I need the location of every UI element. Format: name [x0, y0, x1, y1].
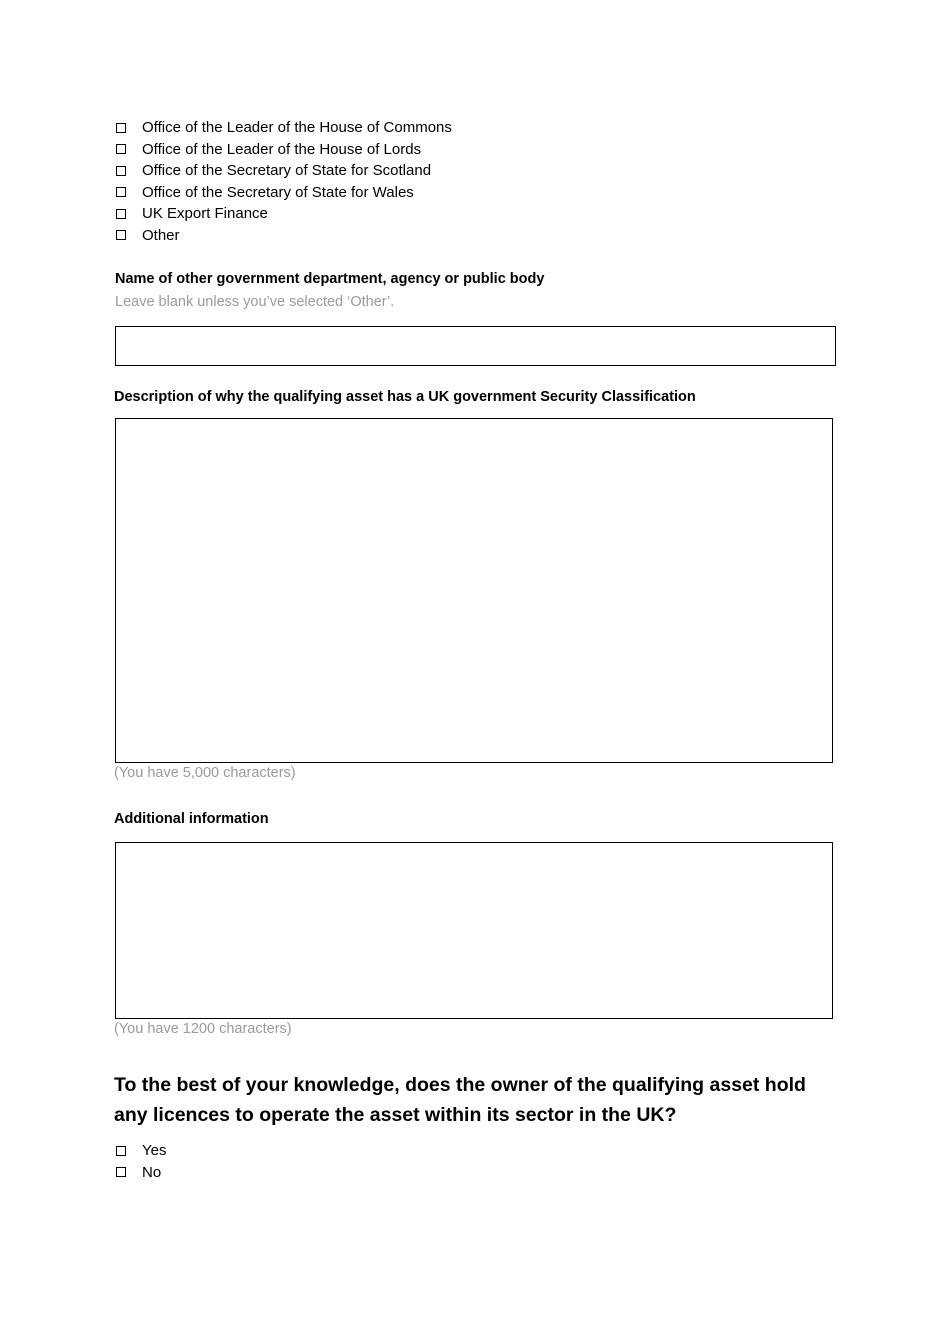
checkbox[interactable]: [116, 1167, 126, 1177]
option-label: Other: [142, 226, 180, 244]
checkbox[interactable]: [116, 230, 126, 240]
checkbox[interactable]: [116, 187, 126, 197]
licences-question: To the best of your knowledge, does the owner of the qualifying asset hold any licences to operate the asset within its sector in the UK?: [114, 1074, 806, 1126]
option-label: UK Export Finance: [142, 205, 268, 223]
option-label: Office of the Leader of the House of Lords: [142, 140, 422, 158]
security-description-counter: (You have 5,000 characters): [114, 765, 296, 781]
licences-option-no[interactable]: [116, 1162, 166, 1184]
department-checklist: [116, 117, 452, 246]
additional-information-textarea[interactable]: [115, 842, 833, 1019]
department-option[interactable]: [116, 225, 452, 247]
department-option[interactable]: [116, 117, 452, 139]
security-description-textarea[interactable]: [115, 418, 833, 763]
department-option[interactable]: [116, 182, 452, 204]
option-label: Office of the Leader of the House of Commons: [142, 119, 452, 137]
other-department-hint: Leave blank unless you’ve selected ‘Other’.: [115, 294, 395, 310]
checkbox[interactable]: [116, 166, 126, 176]
checkbox[interactable]: [116, 1146, 126, 1156]
option-label: Office of the Secretary of State for Wales: [142, 183, 414, 201]
licences-option-yes[interactable]: [116, 1140, 166, 1162]
licences-checklist: [116, 1140, 166, 1183]
checkbox[interactable]: [116, 144, 126, 154]
department-option[interactable]: [116, 160, 452, 182]
checkbox[interactable]: [116, 209, 126, 219]
other-department-label: Name of other government department, agency or public body: [115, 271, 545, 287]
option-label: Yes: [142, 1142, 167, 1160]
additional-information-label: Additional information: [114, 811, 269, 827]
additional-information-counter: (You have 1200 characters): [114, 1021, 292, 1037]
option-label: No: [142, 1163, 162, 1181]
department-option[interactable]: [116, 139, 452, 161]
other-department-input[interactable]: [115, 326, 836, 366]
checkbox[interactable]: [116, 123, 126, 133]
security-description-label: Description of why the qualifying asset has a UK government Security Classification: [114, 389, 696, 405]
option-label: Office of the Secretary of State for Scotland: [142, 162, 432, 180]
department-option[interactable]: [116, 203, 452, 225]
